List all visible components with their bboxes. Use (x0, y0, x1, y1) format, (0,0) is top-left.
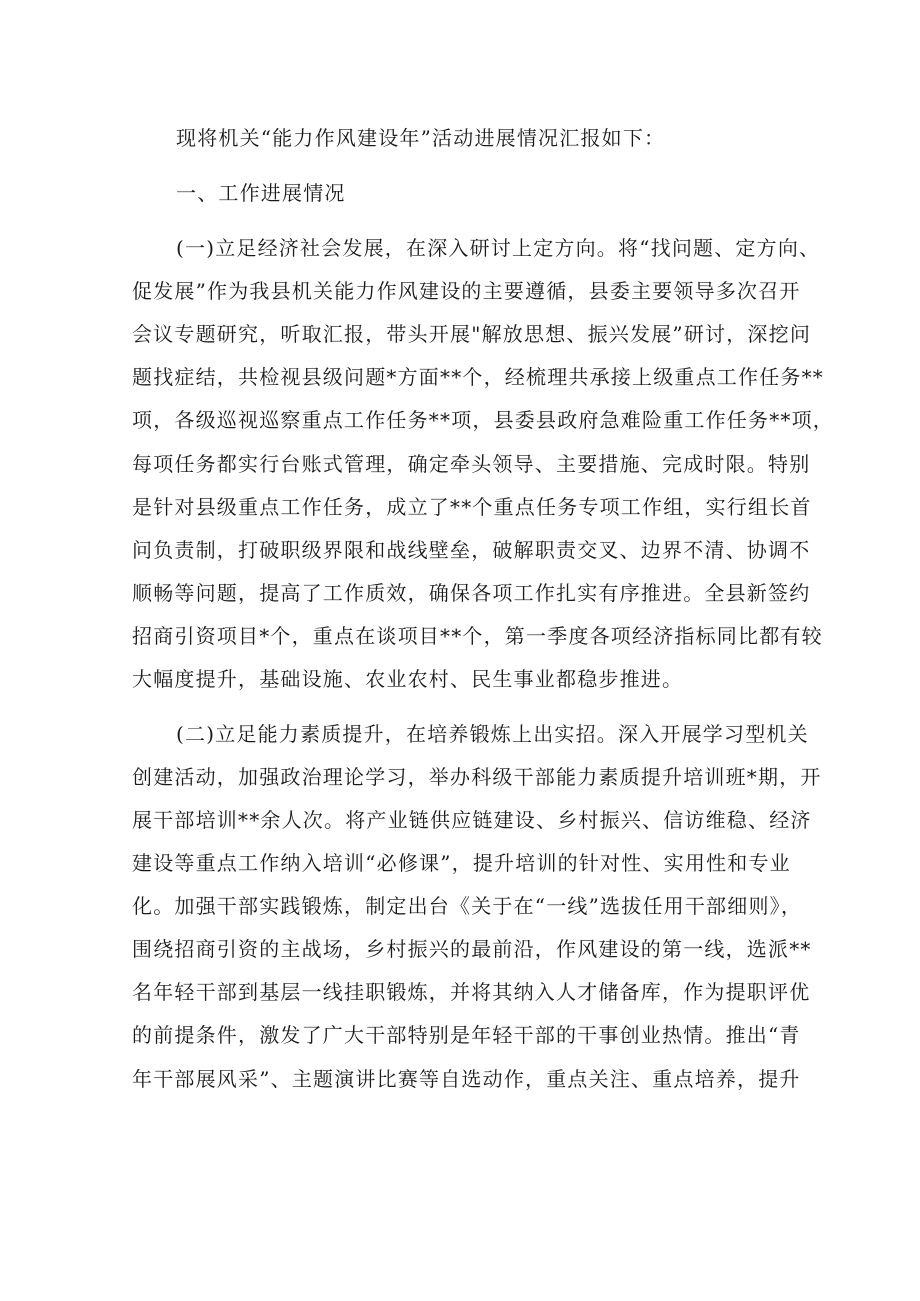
paragraph-line: 每项任务都实行台账式管理，确定牵头领导、主要措施、完成时限。特别 (132, 452, 811, 476)
section-heading: 一、工作进展情况 (176, 181, 346, 205)
paragraph-line: 促发展”作为我县机关能力作风建设的主要遵循，县委主要领导多次召开 (132, 279, 801, 303)
paragraph-line: 化。加强干部实践锻炼，制定出台《关于在“一线”选拔任用干部细则》， (132, 894, 803, 918)
paragraph-line: 名年轻干部到基层一线挂职锻炼，并将其纳入人才储备库，作为提职评优 (132, 980, 811, 1004)
paragraph-line: 顺畅等问题，提高了工作质效，确保各项工作扎实有序推进。全县新签约 (132, 581, 811, 605)
paragraph-line: (二)立足能力素质提升，在培养锻炼上出实招。深入开展学习型机关 (176, 722, 809, 746)
paragraph-line: 的前提条件，激发了广大干部特别是年轻干部的干事创业热情。推出“青 (132, 1023, 801, 1047)
paragraph-line: 展干部培训**余人次。将产业链供应链建设、乡村振兴、信访维稳、经济 (132, 808, 812, 832)
intro-paragraph: 现将机关“能力作风建设年”活动进展情况汇报如下： (176, 126, 666, 150)
paragraph-line: 围绕招商引资的主战场，乡村振兴的最前沿，作风建设的第一线，选派** (132, 937, 812, 961)
paragraph-line: 项，各级巡视巡察重点工作任务**项，县委县政府急难险重工作任务**项， (132, 408, 834, 432)
paragraph-line: 问负责制，打破职级界限和战线壁垒，破解职责交叉、边界不清、协调不 (132, 538, 811, 562)
paragraph-line: 题找症结，共检视县级问题*方面**个，经梳理共承接上级重点工作任务** (132, 365, 824, 389)
paragraph-line: 招商引资项目*个，重点在谈项目**个，第一季度各项经济指标同比都有较 (132, 624, 823, 648)
paragraph-line: 大幅度提升，基础设施、农业农村、民生事业都稳步推进。 (132, 667, 684, 691)
paragraph-line: 创建活动，加强政治理论学习，举办科级干部能力素质提升培训班*期，开 (132, 765, 822, 789)
paragraph-line: 年干部展风采”、主题演讲比赛等自选动作，重点关注、重点培养，提升 (132, 1067, 801, 1091)
paragraph-line: 会议专题研究，听取汇报，带头开展"解放思想、振兴发展”研讨，深挖问 (132, 322, 812, 346)
paragraph-line: 是针对县级重点工作任务，成立了**个重点任务专项工作组，实行组长首 (132, 495, 812, 519)
paragraph-line: 建设等重点工作纳入培训“必修课”，提升培训的针对性、实用性和专业 (132, 851, 791, 875)
paragraph-line: (一)立足经济社会发展，在深入研讨上定方向。将“找问题、定方向、 (176, 236, 821, 260)
